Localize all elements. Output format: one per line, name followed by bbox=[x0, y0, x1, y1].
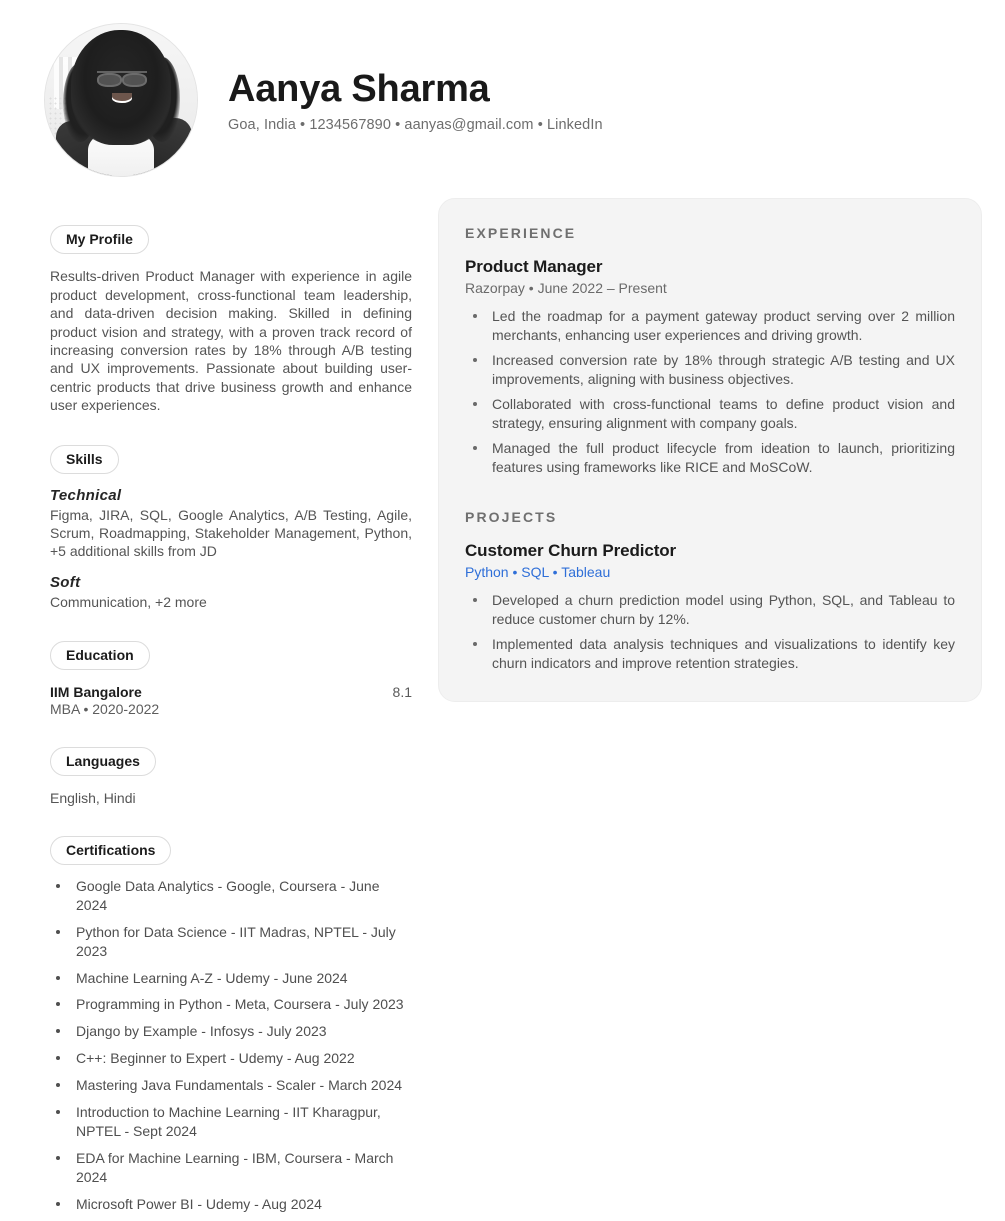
resume-header bbox=[44, 22, 964, 177]
education-degree-years: MBA • 2020-2022 bbox=[50, 700, 160, 717]
section-experience bbox=[465, 225, 955, 477]
project-bullet-list bbox=[465, 591, 955, 673]
page-title: Aanya Sharma bbox=[228, 67, 490, 110]
skills-soft-list: Communication, +2 more bbox=[50, 593, 207, 610]
certification-item: C++: Beginner to Expert - Udemy - Aug 2022 bbox=[50, 1049, 412, 1068]
section-skills bbox=[50, 445, 412, 611]
certification-item: EDA for Machine Learning - IBM, Coursera - March 2024 bbox=[50, 1149, 412, 1187]
experience-job-title: Product Manager bbox=[465, 257, 603, 276]
header-text-block bbox=[228, 66, 603, 134]
profile-summary-text: Results-driven Product Manager with experience in agile product development, cross-functional team leadership, and data-driven decision making. Skilled in defining product vision and strategy, with a proven track record of increasing conversion rates by 18% through A/B testing and UX improvements. Passionate about building user-centric products that drive business growth and enhance user experiences. bbox=[50, 268, 412, 414]
education-school: IIM Bangalore bbox=[50, 683, 142, 700]
section-label-languages: Languages bbox=[50, 747, 156, 776]
section-projects bbox=[465, 509, 955, 673]
project-title: Customer Churn Predictor bbox=[465, 541, 677, 561]
section-profile bbox=[50, 225, 412, 415]
experience-bullet: Increased conversion rate by 18% through strategic A/B testing and UX improvements, aligning with business objectives. bbox=[465, 351, 955, 389]
section-education bbox=[50, 641, 412, 717]
left-column bbox=[50, 225, 412, 1221]
experience-bullet-list bbox=[465, 307, 955, 477]
spacer-education-languages bbox=[50, 717, 412, 747]
avatar bbox=[44, 23, 198, 177]
section-languages bbox=[50, 747, 412, 806]
certification-item: Mastering Java Fundamentals - Scaler - March 2024 bbox=[50, 1076, 412, 1095]
project-bullet: Developed a churn prediction model using Python, SQL, and Tableau to reduce customer churn by 12%. bbox=[465, 591, 955, 629]
section-label-profile: My Profile bbox=[50, 225, 149, 254]
experience-bullet: Collaborated with cross-functional teams to define product vision and strategy, ensuring alignment with company goals. bbox=[465, 395, 955, 433]
contact-line: Goa, India • 1234567890 • aanyas@gmail.com • LinkedIn bbox=[228, 117, 603, 134]
certification-item: Python for Data Science - IIT Madras, NPTEL - July 2023 bbox=[50, 923, 412, 961]
avatar-hair-top bbox=[71, 30, 171, 146]
experience-bullet: Managed the full product lifecycle from ideation to launch, prioritizing features using frameworks like RICE and MoSCoW. bbox=[465, 439, 955, 477]
certification-item: Google Data Analytics - Google, Coursera - June 2024 bbox=[50, 877, 412, 915]
section-label-education: Education bbox=[50, 641, 150, 670]
project-bullet: Implemented data analysis techniques and visualizations to identify key churn indicators and improve retention strategies. bbox=[465, 635, 955, 673]
section-heading-experience: EXPERIENCE bbox=[465, 225, 577, 241]
glasses-icon bbox=[97, 71, 147, 84]
experience-company-dates: Razorpay • June 2022 – Present bbox=[465, 280, 667, 296]
experience-bullet: Led the roadmap for a payment gateway product serving over 2 million merchants, enhancing user experiences and driving growth. bbox=[465, 307, 955, 345]
section-label-certifications: Certifications bbox=[50, 836, 171, 865]
section-label-skills: Skills bbox=[50, 445, 119, 474]
skills-technical-list: Figma, JIRA, SQL, Google Analytics, A/B Testing, Agile, Scrum, Roadmapping, Stakeholder Management, Python, +5 additional skills from JD bbox=[50, 506, 412, 560]
certifications-list bbox=[50, 877, 412, 1213]
spacer-profile-skills bbox=[50, 415, 412, 445]
project-tech-stack: Python • SQL • Tableau bbox=[465, 564, 611, 581]
section-heading-projects: PROJECTS bbox=[465, 509, 558, 526]
skills-soft-label: Soft bbox=[50, 573, 81, 591]
spacer-skills-education bbox=[50, 611, 412, 641]
experience-projects-panel bbox=[438, 198, 982, 702]
languages-list: English, Hindi bbox=[50, 789, 136, 806]
certification-item: Django by Example - Infosys - July 2023 bbox=[50, 1022, 412, 1041]
education-score: 8.1 bbox=[392, 683, 412, 700]
certification-item: Machine Learning A-Z - Udemy - June 2024 bbox=[50, 969, 412, 988]
skills-technical-label: Technical bbox=[50, 486, 122, 504]
spacer-languages-certifications bbox=[50, 806, 412, 836]
section-certifications bbox=[50, 836, 412, 1214]
certification-item: Microsoft Power BI - Udemy - Aug 2024 bbox=[50, 1195, 412, 1214]
certification-item: Programming in Python - Meta, Coursera - July 2023 bbox=[50, 995, 412, 1014]
avatar-smile bbox=[112, 93, 132, 102]
education-row bbox=[50, 684, 412, 700]
certification-item: Introduction to Machine Learning - IIT Kharagpur, NPTEL - Sept 2024 bbox=[50, 1103, 412, 1141]
